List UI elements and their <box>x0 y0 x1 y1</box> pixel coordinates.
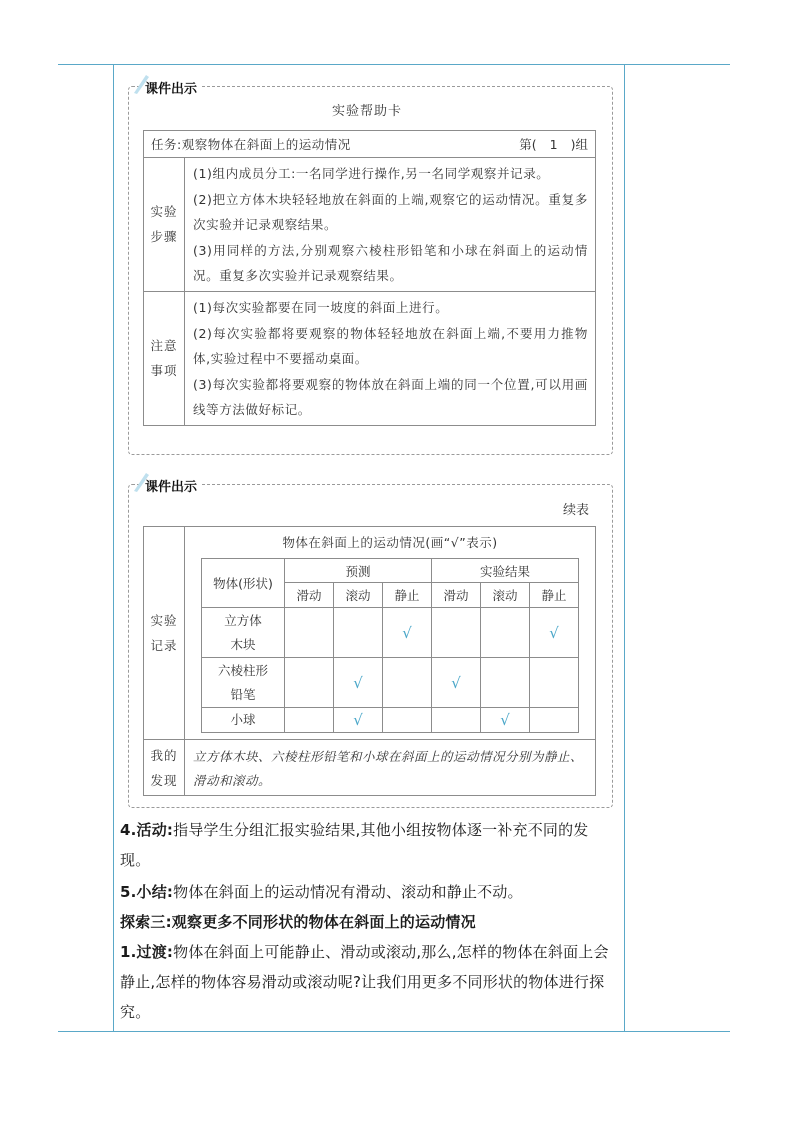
task-text: 任务:观察物体在斜面上的运动情况 <box>151 137 351 152</box>
help-card-table <box>143 130 596 426</box>
sub-col-header: 滑动 <box>432 583 481 608</box>
task-row <box>144 131 596 158</box>
step-2: (2)把立方体木块轻轻地放在斜面的上端,观察它的运动情况。重复多次实验并记录观察结果。 <box>193 191 588 233</box>
note-1: (1)每次实验都要在同一坡度的斜面上进行。 <box>193 299 449 315</box>
courseware-tag: 课件出示 <box>142 78 200 97</box>
table-row <box>202 658 579 708</box>
sub-col-header: 滑动 <box>285 583 334 608</box>
check-cell <box>432 608 481 658</box>
motion-grid <box>201 558 579 733</box>
sub-col-header: 静止 <box>383 583 432 608</box>
check-cell <box>285 658 334 708</box>
note-2: (2)每次实验都将要观察的物体轻轻地放在斜面上端,不要用力推物体,实验过程中不要摇动桌面。 <box>193 325 588 367</box>
record-table <box>143 526 596 796</box>
check-cell: √ <box>481 708 530 733</box>
note-3: (3)每次实验都将要观察的物体放在斜面上端的同一个位置,可以用画线等方法做好标记。 <box>193 376 588 418</box>
table-row <box>202 708 579 733</box>
notes-content <box>185 291 596 425</box>
discover-text: 立方体木块、六棱柱形铅笔和小球在斜面上的运动情况分别为静止、滑动和滚动。 <box>185 740 596 796</box>
explore-heading: 探索三:观察更多不同形状的物体在斜面上的运动情况 <box>120 913 476 931</box>
record-content <box>185 527 596 740</box>
check-cell <box>383 708 432 733</box>
check-cell <box>285 608 334 658</box>
check-cell <box>432 708 481 733</box>
left-margin-rule <box>113 64 114 1032</box>
check-cell <box>285 708 334 733</box>
sub-col-header: 滚动 <box>334 583 383 608</box>
discover-label: 我的 发现 <box>144 740 185 796</box>
check-cell <box>481 658 530 708</box>
transition-paragraph: 1.过渡:物体在斜面上可能静止、滑动或滚动,那么,怎样的物体在斜面上会静止,怎样的物体容易滑动或滚动呢?让我们用更多不同形状的物体进行探究。 <box>120 943 609 1021</box>
step-1: (1)组内成员分工:一名同学进行操作,另一名同学观察并记录。 <box>193 166 550 181</box>
summary-paragraph: 5.小结:物体在斜面上的运动情况有滑动、滚动和静止不动。 <box>120 883 523 901</box>
check-cell <box>383 658 432 708</box>
step-3: (3)用同样的方法,分别观察六棱柱形铅笔和小球在斜面上的运动情况。重复多次实验并记录观察结果。 <box>193 242 588 284</box>
sub-col-header: 滚动 <box>481 583 530 608</box>
group-number: 第( 1 )组 <box>519 137 588 152</box>
check-cell <box>334 608 383 658</box>
check-cell <box>530 708 579 733</box>
record-title: 物体在斜面上的运动情况(画“√”表示) <box>282 535 498 550</box>
check-cell: √ <box>432 658 481 708</box>
steps-content <box>185 158 596 292</box>
steps-label: 实验 步骤 <box>144 158 185 292</box>
check-cell: √ <box>383 608 432 658</box>
continued-label: 续表 <box>563 503 590 518</box>
object-col-header: 物体(形状) <box>202 559 285 608</box>
courseware-tag-2: 课件出示 <box>142 476 200 495</box>
top-rule <box>58 64 730 65</box>
check-cell: √ <box>334 708 383 733</box>
card-title: 实验帮助卡 <box>332 104 403 119</box>
check-cell <box>530 658 579 708</box>
table-row <box>202 608 579 658</box>
check-cell <box>481 608 530 658</box>
predict-header: 预测 <box>285 559 432 583</box>
sub-col-header: 静止 <box>530 583 579 608</box>
record-label: 实验 记录 <box>144 527 185 740</box>
check-cell: √ <box>334 658 383 708</box>
bottom-rule <box>58 1031 730 1032</box>
right-margin-rule <box>624 64 625 1032</box>
object-name: 立方体 木块 <box>202 608 285 658</box>
activity-paragraph: 4.活动:指导学生分组汇报实验结果,其他小组按物体逐一补充不同的发现。 <box>120 821 589 869</box>
result-header: 实验结果 <box>432 559 579 583</box>
object-name: 六棱柱形 铅笔 <box>202 658 285 708</box>
notes-label: 注意 事项 <box>144 291 185 425</box>
object-name: 小球 <box>202 708 285 733</box>
check-cell: √ <box>530 608 579 658</box>
